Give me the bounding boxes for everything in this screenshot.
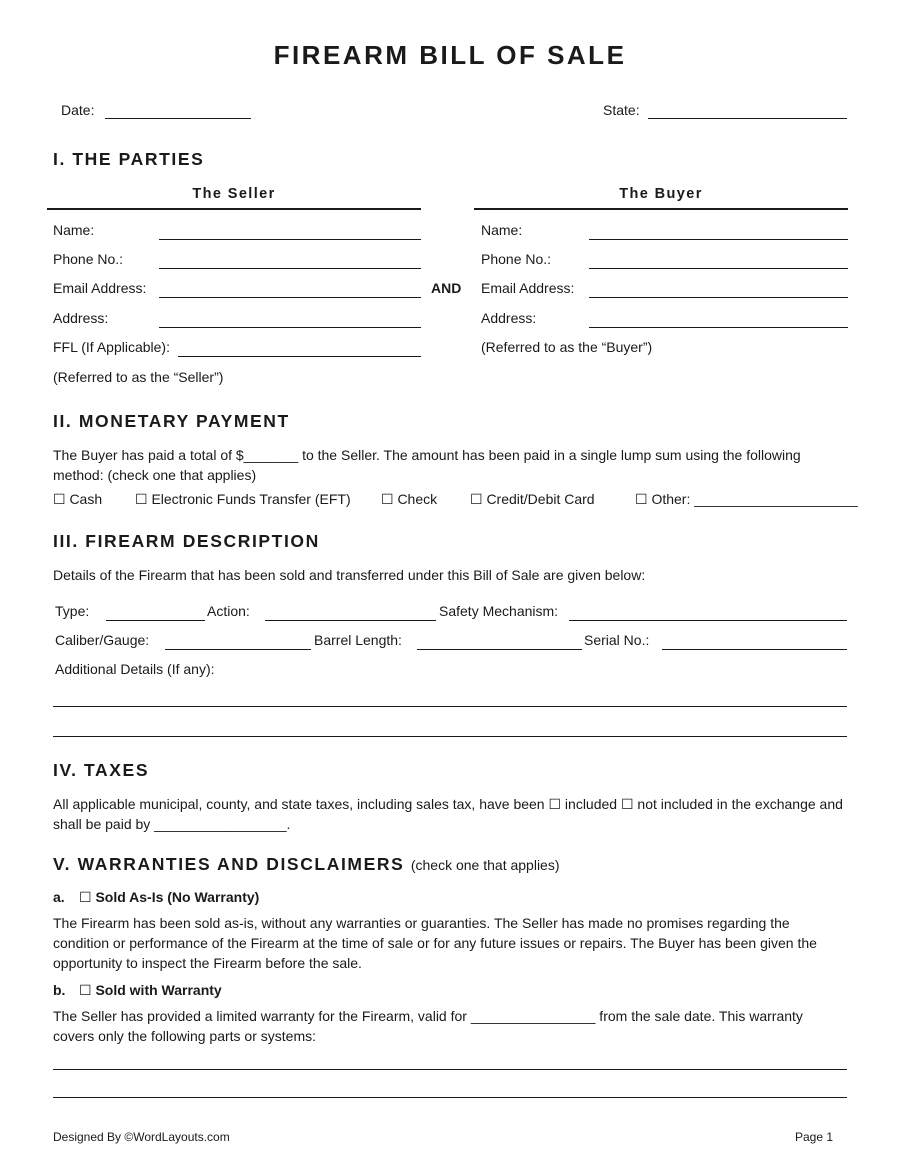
state-field[interactable] [648, 118, 847, 119]
seller-name-label: Name: [53, 222, 95, 238]
section-warranties-heading [53, 854, 560, 875]
section-firearm-heading: III. FIREARM DESCRIPTION [53, 531, 320, 551]
firearm-additional-label: Additional Details (If any): [55, 661, 215, 677]
seller-address-label: Address: [53, 310, 109, 326]
firearm-caliber-field[interactable] [165, 649, 311, 650]
footer-page-number: Page 1 [795, 1130, 834, 1144]
firearm-additional-line-1[interactable] [53, 706, 847, 707]
seller-phone-label: Phone No.: [53, 251, 124, 267]
firearm-action-field[interactable] [265, 620, 436, 621]
seller-referred-note: (Referred to as the “Seller”) [53, 369, 224, 385]
payment-text: The Buyer has paid a total of $_______ to the Seller. The amount has been paid in a single lump sum using the following method: (check one that applies) [53, 447, 801, 483]
seller-ffl-label: FFL (If Applicable): [53, 339, 170, 355]
seller-divider [47, 208, 421, 210]
buyer-referred-note: (Referred to as the “Buyer”) [481, 339, 653, 355]
firearm-type-field[interactable] [106, 620, 205, 621]
payment-option-eft[interactable]: ☐ Electronic Funds Transfer (EFT) [135, 491, 351, 507]
payment-option-check[interactable]: ☐ Check [381, 491, 438, 507]
firearm-barrel-field[interactable] [417, 649, 582, 650]
firearm-safety-label: Safety Mechanism: [439, 603, 559, 619]
payment-option-card[interactable]: ☐ Credit/Debit Card [470, 491, 595, 507]
date-label: Date: [61, 102, 95, 118]
firearm-serial-label: Serial No.: [584, 632, 650, 648]
footer-credit: Designed By ©WordLayouts.com [53, 1130, 230, 1144]
buyer-address-field[interactable] [589, 327, 848, 328]
warranty-a-label: a. [53, 889, 65, 905]
warranties-heading-text: V. WARRANTIES AND DISCLAIMERS [53, 854, 405, 874]
seller-phone-field[interactable] [159, 268, 421, 269]
section-parties-heading: I. THE PARTIES [53, 149, 205, 169]
seller-ffl-field[interactable] [178, 356, 421, 357]
warranties-heading-note: (check one that applies) [410, 857, 560, 873]
section-taxes-heading: IV. TAXES [53, 760, 150, 780]
firearm-type-label: Type: [55, 603, 90, 619]
payment-option-cash[interactable]: ☐ Cash [53, 491, 103, 507]
payment-option-other[interactable]: ☐ Other: _____________________ [635, 491, 858, 507]
firearm-action-label: Action: [207, 603, 250, 619]
buyer-email-field[interactable] [589, 297, 848, 298]
firearm-intro: Details of the Firearm that has been sold and transferred under this Bill of Sale are given below: [53, 567, 646, 583]
warranty-b-label: b. [53, 982, 66, 998]
firearm-barrel-label: Barrel Length: [314, 632, 402, 648]
buyer-name-field[interactable] [589, 239, 848, 240]
buyer-name-label: Name: [481, 222, 523, 238]
firearm-additional-line-2[interactable] [53, 736, 847, 737]
seller-address-field[interactable] [159, 327, 421, 328]
seller-heading: The Seller [192, 186, 276, 202]
and-label: AND [431, 280, 462, 296]
document-title: FIREARM BILL OF SALE [273, 40, 627, 70]
warranty-parts-line-2[interactable] [53, 1097, 847, 1098]
firearm-safety-field[interactable] [569, 620, 847, 621]
date-field[interactable] [105, 118, 251, 119]
buyer-address-label: Address: [481, 310, 537, 326]
warranty-with-option[interactable]: ☐ Sold with Warranty [79, 982, 222, 998]
state-label: State: [603, 102, 640, 118]
warranty-with-text: The Seller has provided a limited warranty for the Firearm, valid for ________________ from the sale date. This warranty covers only the following parts or systems: [53, 1008, 803, 1044]
seller-email-field[interactable] [159, 297, 421, 298]
warranty-parts-line-1[interactable] [53, 1069, 847, 1070]
buyer-email-label: Email Address: [481, 280, 575, 296]
firearm-serial-field[interactable] [662, 649, 847, 650]
warranty-as-is-option[interactable]: ☐ Sold As-Is (No Warranty) [79, 889, 260, 905]
seller-name-field[interactable] [159, 239, 421, 240]
seller-email-label: Email Address: [53, 280, 147, 296]
taxes-text: All applicable municipal, county, and state taxes, including sales tax, have been ☐ included ☐ not included in the exchange and shall be paid by _________________. [53, 796, 843, 832]
buyer-heading: The Buyer [619, 186, 703, 202]
buyer-phone-field[interactable] [589, 268, 848, 269]
firearm-caliber-label: Caliber/Gauge: [55, 632, 150, 648]
buyer-phone-label: Phone No.: [481, 251, 552, 267]
section-payment-heading: II. MONETARY PAYMENT [53, 411, 290, 431]
buyer-divider [474, 208, 848, 210]
warranty-as-is-text: The Firearm has been sold as-is, without any warranties or guaranties. The Seller has made no promises regarding the condition or performance of the Firearm at the time of sale or for any future issues or repairs. The Buyer has been given the opportunity to inspect the Firearm before the sale. [53, 915, 817, 971]
